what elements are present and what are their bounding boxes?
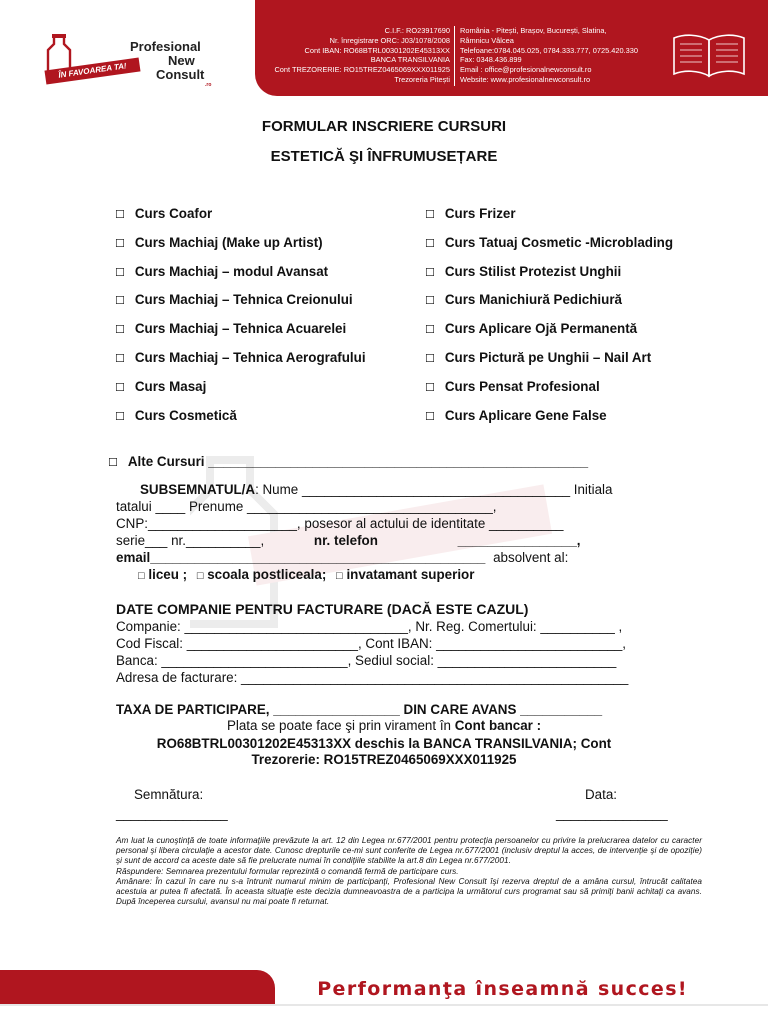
info-fax: Fax: 0348.436.899 xyxy=(460,55,522,65)
company-info-left xyxy=(274,26,450,85)
open-book-icon xyxy=(670,30,748,80)
course-label: Curs Machiaj – modul Avansat xyxy=(134,264,329,279)
course-option-oja[interactable] xyxy=(425,321,637,336)
company-logo xyxy=(0,0,258,100)
course-label: Curs Manichiură Pedichiură xyxy=(444,292,622,307)
plata-row xyxy=(0,718,768,733)
banca-row[interactable]: Banca: _________________________, Sediul social: ________________________ xyxy=(116,653,617,668)
studii-row xyxy=(138,567,474,582)
course-option-cosmetica[interactable] xyxy=(115,408,237,423)
nume-row xyxy=(140,482,612,497)
checkbox-icon[interactable]: ☐ xyxy=(108,456,118,469)
info-locations-2: Râmnicu Vâlcea xyxy=(460,35,514,45)
info-phones: Telefoane:0784.045.025, 0784.333.777, 0725.420.330 xyxy=(460,45,638,55)
serie-row xyxy=(116,533,581,548)
checkbox-icon[interactable]: ☐ xyxy=(115,266,125,279)
course-label: Curs Aplicare Ojă Permanentă xyxy=(444,321,638,336)
alte-cursuri-field[interactable]: ___________________________________________________ xyxy=(208,454,589,469)
checkbox-icon[interactable]: ☐ xyxy=(115,237,125,250)
companie-row[interactable]: Companie: ______________________________, Nr. Reg. Comertului: __________ , xyxy=(116,619,623,634)
checkbox-icon[interactable]: ☐ xyxy=(425,266,435,279)
checkbox-invatamant[interactable]: □ xyxy=(336,570,343,582)
course-label: Curs Tatuaj Cosmetic -Microblading xyxy=(444,235,674,250)
course-option-machiaj-creion[interactable] xyxy=(115,292,353,307)
course-label: Curs Masaj xyxy=(134,379,207,394)
course-label: Curs Pensat Profesional xyxy=(444,379,600,394)
course-option-machiaj-acuarela[interactable] xyxy=(115,321,346,336)
footer-divider xyxy=(0,1004,768,1006)
raspundere-paragraph: Răspundere: Semnarea prezentului formular reprezintă o comandă fermă de participare curs. xyxy=(116,866,459,876)
data-field[interactable]: _______________ xyxy=(556,806,668,821)
logo-ro: .ro xyxy=(205,82,212,88)
iban-line: RO68BTRL00301202E45313XX deschis la BANCA TRANSILVANIA; Cont xyxy=(156,736,612,751)
checkbox-icon[interactable]: ☐ xyxy=(115,208,125,221)
checkbox-icon[interactable]: ☐ xyxy=(115,294,125,307)
subsemnatul-label: SUBSEMNATUL/A xyxy=(140,482,256,497)
scoala-label: scoala postliceala; xyxy=(207,567,327,582)
course-option-protezist[interactable] xyxy=(425,264,621,279)
liceu-label: liceu ; xyxy=(148,567,188,582)
invatamant-label: invatamant superior xyxy=(346,567,475,582)
cont-bancar-label: Cont bancar : xyxy=(454,718,542,733)
semnatura-field[interactable]: _______________ xyxy=(116,806,228,821)
checkbox-icon[interactable]: ☐ xyxy=(425,352,435,365)
form-subtitle: ESTETICĂ ŞI ÎNFRUMUSEȚARE xyxy=(270,148,498,165)
serie-field[interactable]: serie___ nr.__________, xyxy=(116,533,265,548)
footer-red-bar xyxy=(0,970,275,1004)
course-option-pensat[interactable] xyxy=(425,379,600,394)
page-header xyxy=(0,0,768,100)
nr-telefon-label: nr. telefon xyxy=(313,533,378,548)
course-option-nail-art[interactable] xyxy=(425,350,651,365)
checkbox-icon[interactable]: ☐ xyxy=(425,323,435,336)
course-option-machiaj[interactable] xyxy=(115,235,323,250)
info-iban: Cont IBAN: RO68BTRL00301202E45313XX xyxy=(304,45,450,55)
course-option-machiaj-aerograf[interactable] xyxy=(115,350,366,365)
checkbox-icon[interactable]: ☐ xyxy=(425,381,435,394)
course-option-frizer[interactable] xyxy=(425,206,516,221)
checkbox-liceu[interactable]: □ xyxy=(138,570,145,582)
checkbox-icon[interactable]: ☐ xyxy=(115,323,125,336)
checkbox-scoala[interactable]: □ xyxy=(196,570,204,582)
course-option-machiaj-avansat[interactable] xyxy=(115,264,328,279)
info-trezorerie-city: Trezoreria Pitești xyxy=(394,74,450,84)
adresa-row[interactable]: Adresa de facturare: ____________________________________________________ xyxy=(116,670,629,685)
course-label: Curs Frizer xyxy=(444,206,516,221)
course-label: Curs Machiaj – Tehnica Creionului xyxy=(134,292,353,307)
course-label: Curs Machiaj – Tehnica Acuarelei xyxy=(134,321,347,336)
course-option-gene[interactable] xyxy=(425,408,607,423)
telefon-field[interactable]: ________________, xyxy=(457,533,581,548)
semnatura-label: Semnătura: xyxy=(134,787,204,802)
course-label: Curs Machiaj (Make up Artist) xyxy=(134,235,323,250)
info-cif: C.I.F.: RO23917690 xyxy=(384,26,450,35)
gdpr-paragraph: Am luat la cunoştinţă de toate informaţiile prevăzute la art. 12 din Legea nr.677/2001 pentru protecţia persoanelor cu privire la prelucrarea datelor cu caracter personal şi libera circulaţie a acestor date. Cunosc drepturile ce-mi sunt conferite de Legea nr.677/2001 (inclusiv dreptul la acces, de intervenţie şi de opoziţie) şi sunt de accord ca aceste date să fie prelucrate numai în condiţiile stabilite la art.8 din Legea nr.677/2001. xyxy=(116,836,702,866)
company-section-title: DATE COMPANIE PENTRU FACTURARE (DACĂ ESTE CAZUL) xyxy=(116,601,529,617)
course-option-coafor[interactable] xyxy=(115,206,212,221)
plata-text: Plata se poate face şi prin virament în xyxy=(226,718,451,733)
course-label: Curs Coafor xyxy=(134,206,213,221)
alte-cursuri-label: Alte Cursuri xyxy=(127,454,205,469)
logo-banner: ÎN FAVOAREA TA! xyxy=(44,57,140,84)
checkbox-icon[interactable]: ☐ xyxy=(425,294,435,307)
nume-field[interactable]: : Nume ____________________________________ Initiala xyxy=(255,482,613,497)
info-bank: BANCA TRANSILVANIA xyxy=(370,55,450,65)
course-option-masaj[interactable] xyxy=(115,379,206,394)
footer-slogan: Performanţa înseamnă succes! xyxy=(317,978,688,1000)
email-row xyxy=(116,550,568,565)
checkbox-icon[interactable]: ☐ xyxy=(115,381,125,394)
info-orc: Nr. înregistrare ORC: J03/1078/2008 xyxy=(329,35,450,45)
course-label: Curs Cosmetică xyxy=(134,408,237,423)
tatalui-row[interactable]: tatalui ____ Prenume _________________________________, xyxy=(116,499,497,514)
trezorerie-line: Trezorerie: RO15TREZ0465069XXX011925 xyxy=(251,752,517,767)
info-locations: România - Pitești, Brașov, București, Slatina, xyxy=(460,26,607,35)
amanare-paragraph: Amânare: În cazul în care nu s-a întrunit numarul minim de participanţi, Profesional New Consult îşi rezerva dreptul de a amâna cursul, întrucât calitatea acestuia ar putea fi afectată. În aceasta situaţie este decizia dumneavoastra de a participa la următorul curs programat sau să primiţi banii achitaţi ca avans. După începerea cursului, avansul nu mai poate fi returnat. xyxy=(116,876,702,907)
course-option-manichiura[interactable] xyxy=(425,292,622,307)
checkbox-icon[interactable]: ☐ xyxy=(425,237,435,250)
taxa-row[interactable]: TAXA DE PARTICIPARE, _________________ DIN CARE AVANS ___________ xyxy=(116,702,603,717)
checkbox-icon[interactable]: ☐ xyxy=(115,352,125,365)
course-label: Curs Machiaj – Tehnica Aerografului xyxy=(134,350,366,365)
alte-cursuri-row xyxy=(108,454,588,469)
course-option-tatuaj[interactable] xyxy=(425,235,673,250)
absolvent-label: absolvent al: xyxy=(493,550,569,565)
logo-line-3: Consult xyxy=(156,67,205,82)
cnp-row[interactable]: CNP:____________________, posesor al actului de identitate __________ xyxy=(116,516,564,531)
course-label: Curs Aplicare Gene False xyxy=(444,408,607,423)
checkbox-icon[interactable]: ☐ xyxy=(425,208,435,221)
company-info-right xyxy=(460,26,638,85)
form-title: FORMULAR INSCRIERE CURSURI xyxy=(261,118,507,135)
info-email: Email : office@profesionalnewconsult.ro xyxy=(460,65,592,75)
info-divider xyxy=(454,26,455,86)
checkbox-icon[interactable]: ☐ xyxy=(115,410,125,423)
checkbox-icon[interactable]: ☐ xyxy=(425,410,435,423)
info-website: Website: www.profesionalnewconsult.ro xyxy=(460,74,591,84)
course-label: Curs Stilist Protezist Unghii xyxy=(444,264,622,279)
cod-fiscal-row[interactable]: Cod Fiscal: _______________________, Cont IBAN: _________________________, xyxy=(116,636,627,651)
logo-line-1: Profesional xyxy=(130,39,201,54)
data-label: Data: xyxy=(585,787,618,802)
logo-name xyxy=(130,40,204,82)
info-trezorerie: Cont TREZORERIE: RO15TREZ0465069XXX011925 xyxy=(274,65,450,75)
email-field[interactable]: email_____________________________________________ xyxy=(116,550,486,565)
course-label: Curs Pictură pe Unghii – Nail Art xyxy=(444,350,652,365)
legal-fine-print xyxy=(116,836,702,907)
logo-line-2: New xyxy=(168,53,195,68)
